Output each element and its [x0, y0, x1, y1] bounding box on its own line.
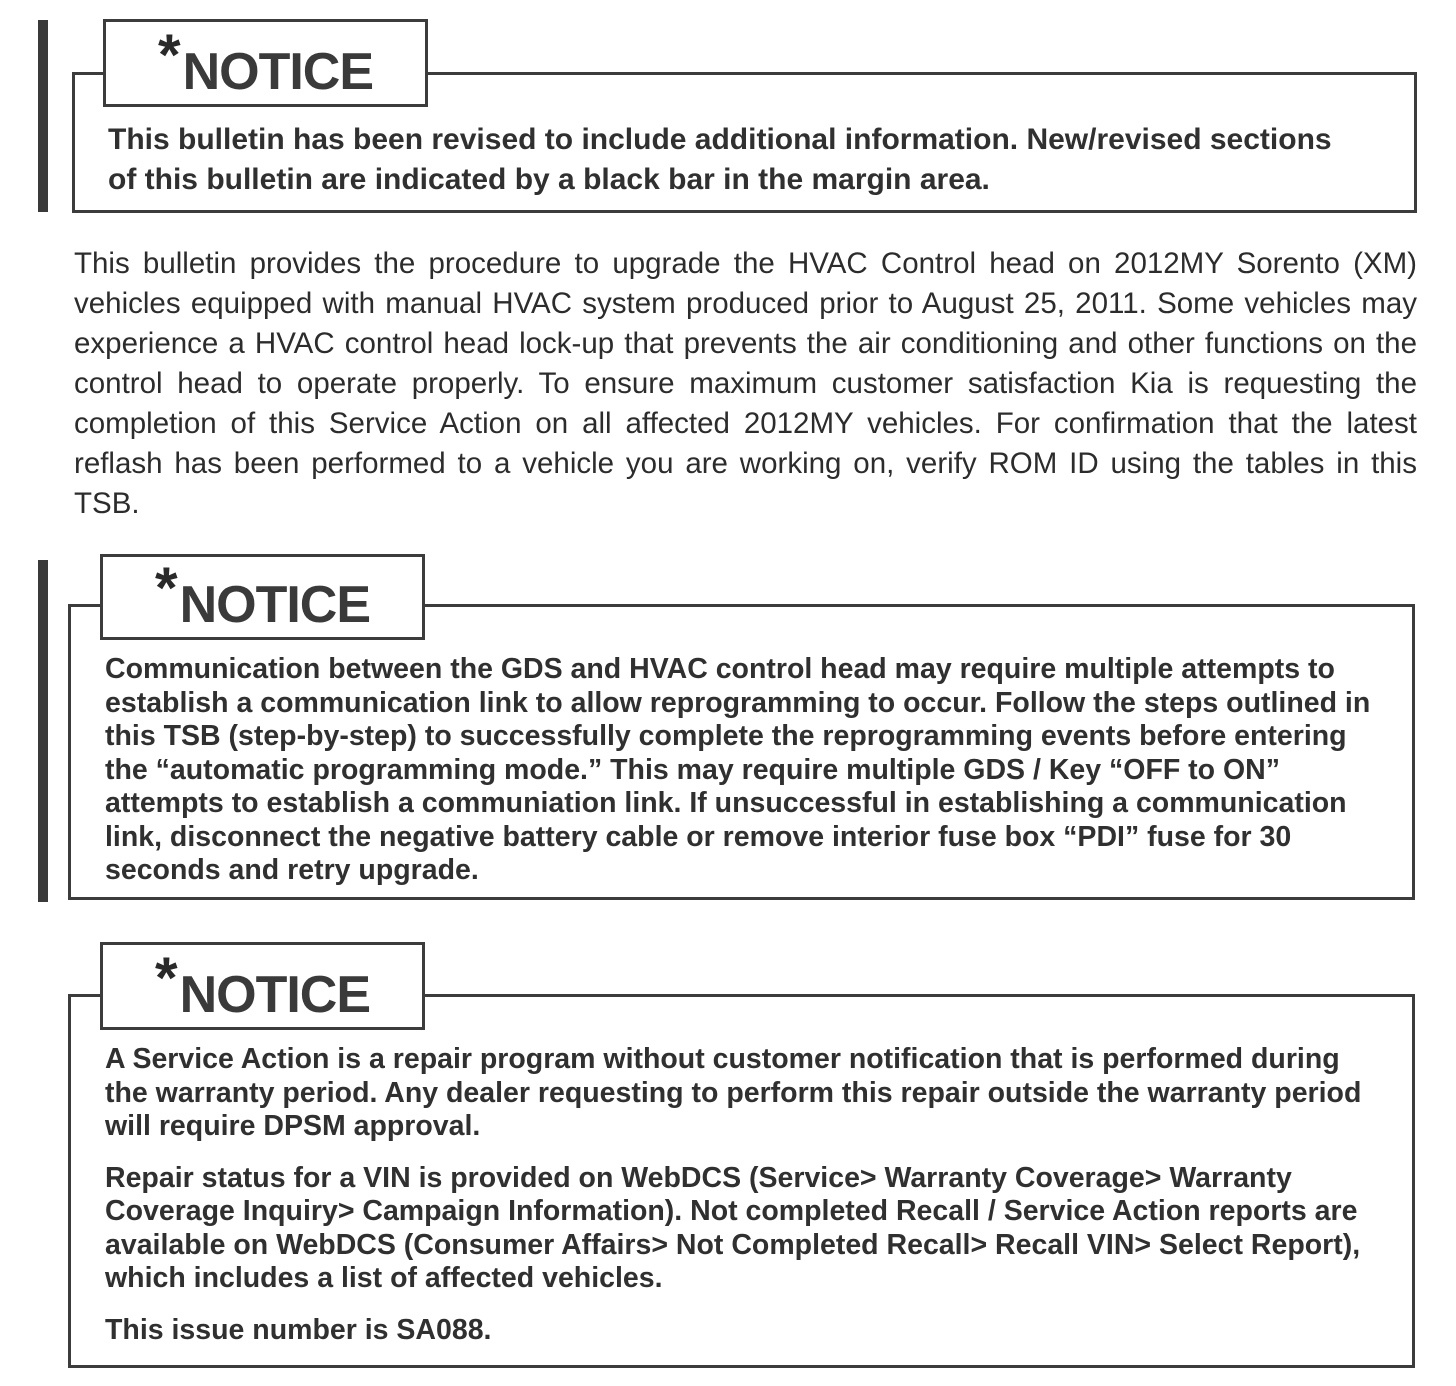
notice-tab-1 [103, 19, 428, 107]
asterisk-icon: * [154, 946, 178, 1011]
notice-title-3: NOTICE [179, 966, 371, 1024]
notice-2-paragraph: Communication between the GDS and HVAC control head may require multiple attempts to establish a communication link to allow reprogramming to occur. Follow the steps outlined in this TSB (step-by-step) to successfully complete the reprogramming events before entering the “automatic programming mode.” This may require multiple GDS / Key “OFF to ON” attempts to establish a communiation link. If unsuccessful in establishing a communication link, disconnect the negative battery cable or remove interior fuse box “PDI” fuse for 30 seconds and retry upgrade. [105, 653, 1371, 886]
notice-title-1: NOTICE [182, 43, 374, 101]
notice-text-3 [105, 1043, 1380, 1347]
asterisk-icon: * [157, 23, 181, 88]
notice-1-paragraph: This bulletin has been revised to include additional information. New/revised sections of this bulletin are indicated by a black bar in the margin area. [108, 123, 1332, 196]
asterisk-icon: * [154, 556, 178, 621]
revision-bar-2 [38, 560, 48, 902]
notice-3-paragraph-1: A Service Action is a repair program without customer notification that is performed during the warranty period. Any dealer requesting to perform this repair outside the warranty period will require DPSM approval. [105, 1043, 1362, 1142]
notice-text-2 [105, 653, 1380, 888]
notice-tab-3 [100, 942, 425, 1030]
notice-3-paragraph-2: Repair status for a VIN is provided on WebDCS (Service> Warranty Coverage> Warranty Coverage Inquiry> Campaign Information). Not completed Recall / Service Action reports are available on WebDCS (Consumer Affairs> Not Completed Recall> Recall VIN> Select Report), which includes a list of affected vehicles. [105, 1161, 1361, 1294]
notice-3-paragraph-3: This issue number is SA088. [105, 1313, 492, 1346]
revision-bar-1 [38, 20, 48, 212]
intro-paragraph: This bulletin provides the procedure to upgrade the HVAC Control head on 2012MY Sorento (XM) vehicles equipped with manual HVAC system produced prior to August 25, 2011. Some vehicles may experience a HVAC control head lock-up that prevents the air conditioning and other functions on the control head to operate properly. To ensure maximum customer satisfaction Kia is requesting the completion of this Service Action on all affected 2012MY vehicles. For confirmation that the latest reflash has been performed to a vehicle you are working on, verify ROM ID using the tables in this TSB. [74, 247, 1417, 520]
notice-title-2: NOTICE [179, 576, 371, 634]
notice-tab-2 [100, 554, 425, 640]
notice-text-1 [108, 120, 1348, 200]
